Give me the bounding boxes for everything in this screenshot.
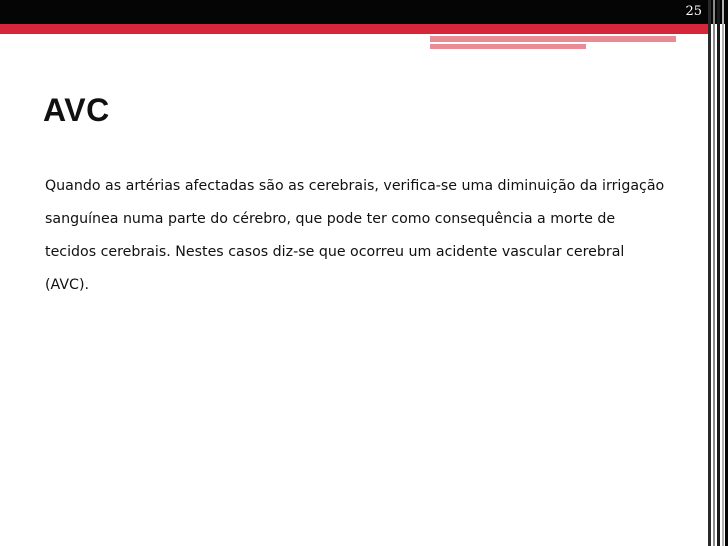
header-red-band — [0, 24, 708, 34]
slide-title: AVC — [43, 92, 110, 128]
slide-number: 25 — [685, 4, 702, 19]
right-edge-stripes — [708, 0, 728, 546]
header-bar — [0, 0, 728, 24]
header-accent-line — [430, 36, 676, 42]
slide-body-text: Quando as artérias afectadas são as cerebrais, verifica-se uma diminuição da irrigação sanguínea numa parte do cérebro, que pode ter como consequência a morte de tecidos cerebrais. Nestes casos diz-se que ocorreu um acidente vascular cerebral (AVC). — [45, 178, 665, 293]
header-accent-line-short — [430, 44, 586, 49]
